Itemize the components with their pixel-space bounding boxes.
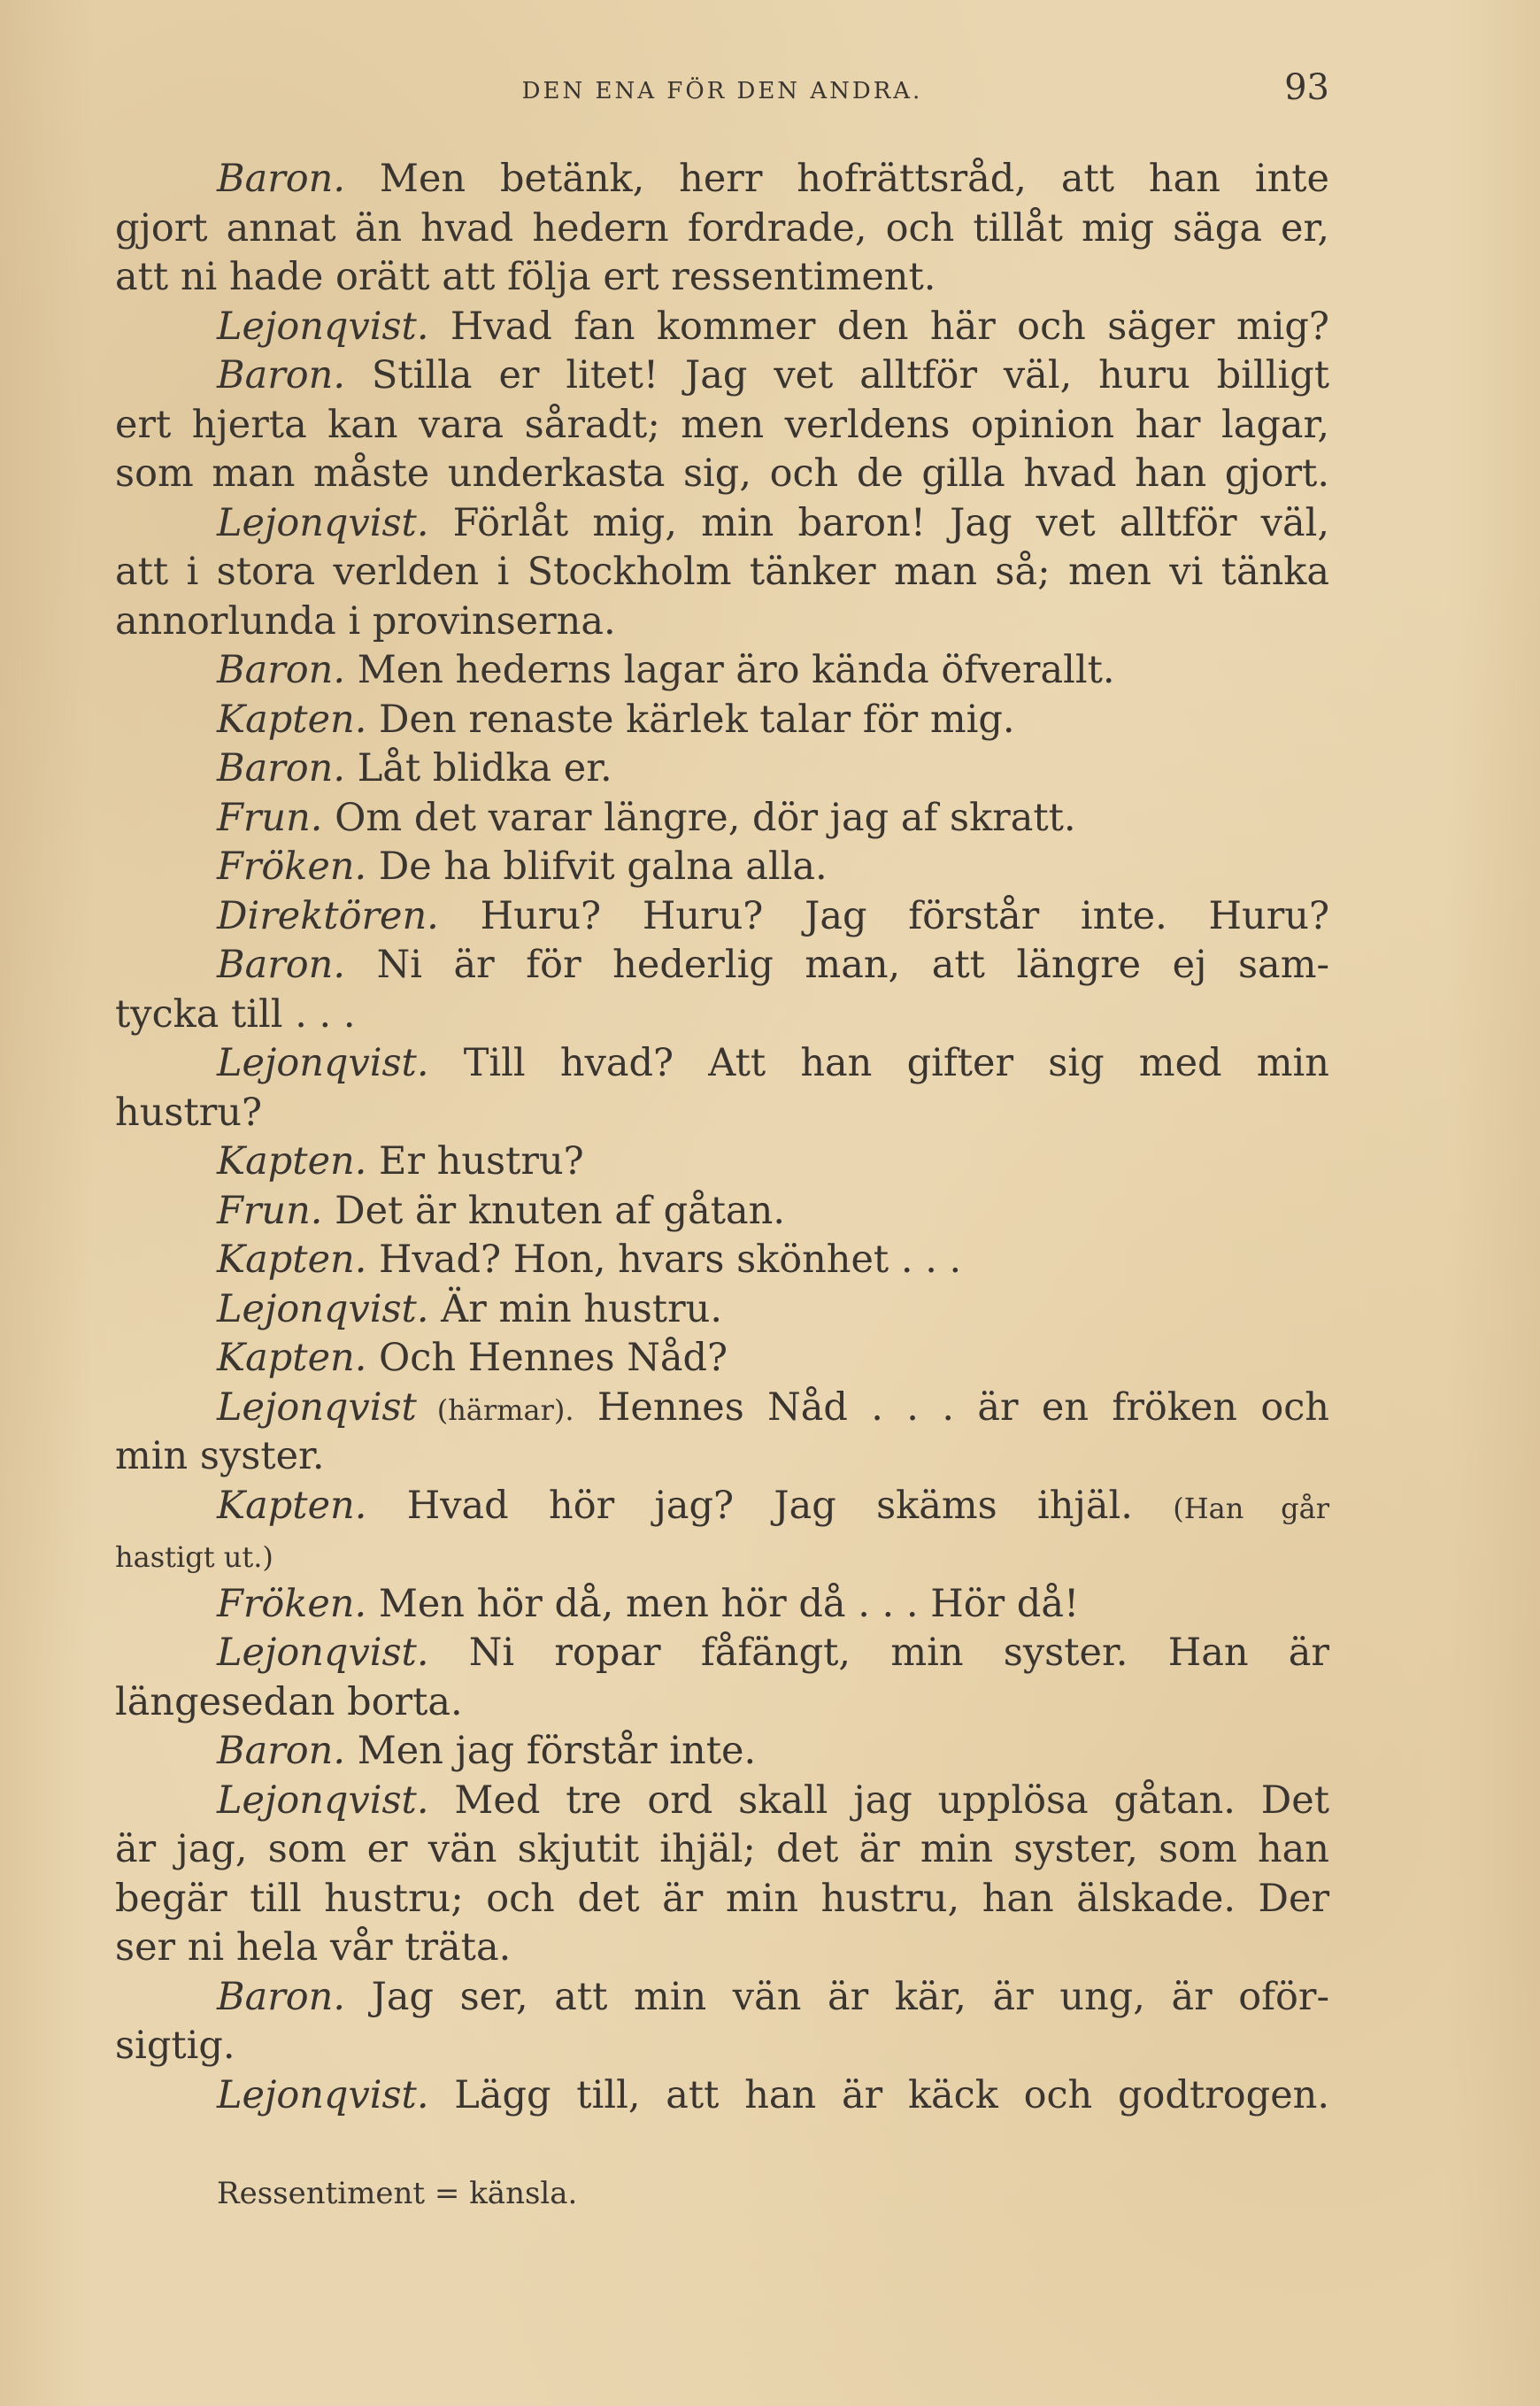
play-text <box>115 155 1329 2120</box>
text-line <box>115 1629 1329 1678</box>
speaker-name: Kapten. <box>217 1139 367 1184</box>
speaker-name: Lejonqvist. <box>217 500 429 545</box>
speaker-name: Lejonqvist. <box>217 1631 429 1675</box>
text-line <box>115 1285 1329 1335</box>
text-line <box>115 548 1329 598</box>
line-text: De ha blifvit galna alla. <box>366 844 828 889</box>
speaker-name: Kapten. <box>217 1238 367 1282</box>
line-text: som man måste underkasta sig, och de gilla hvad han gjort. <box>115 451 1329 496</box>
text-line <box>115 1777 1329 1826</box>
speaker-name: Baron. <box>217 746 346 790</box>
line-text: Om det varar längre, dör jag af skratt. <box>322 795 1076 840</box>
speaker-name: Baron. <box>217 157 346 201</box>
text-line <box>115 892 1329 942</box>
speaker-name: Lejonqvist <box>217 1384 417 1430</box>
line-text: Huru? Huru? Jag förstår inte. Huru? <box>438 893 1329 938</box>
text-line <box>115 351 1329 401</box>
text-line <box>115 1924 1329 1973</box>
line-text: Ni ropar fåfängt, min syster. Han är <box>428 1631 1329 1675</box>
speaker-name: Lejonqvist. <box>217 1041 429 1085</box>
line-text: Det är knuten af gåtan. <box>322 1188 786 1233</box>
line-text: Och Hennes Nåd? <box>366 1336 728 1380</box>
speaker-name: Lejonqvist. <box>217 1778 429 1823</box>
line-text: gjort annat än hvad hedern fordrade, och tillåt mig säga er, <box>115 205 1329 251</box>
speaker-name: Kapten. <box>217 1483 367 1528</box>
text-line <box>115 1678 1329 1728</box>
speaker-name: Baron. <box>217 353 346 397</box>
running-head <box>115 67 1329 115</box>
text-line <box>115 155 1329 204</box>
line-text: hustru? <box>115 1090 263 1135</box>
stage-direction: (Han går <box>1173 1491 1330 1525</box>
line-text: Men hör då, men hör då . . . Hör då! <box>366 1581 1080 1626</box>
line-text: sigtig. <box>115 2024 235 2068</box>
text-line <box>115 401 1329 451</box>
line-text: Hvad hör jag? Jag skäms ihjäl. <box>366 1483 1174 1528</box>
text-line <box>115 1334 1329 1384</box>
line-text: Till hvad? Att han gifter sig med min <box>428 1041 1329 1085</box>
speaker-name: Lejonqvist. <box>217 304 429 349</box>
text-line <box>115 253 1329 303</box>
text-line <box>115 450 1329 499</box>
speaker-name: Lejonqvist. <box>217 2072 429 2117</box>
text-line <box>115 941 1329 991</box>
line-text: Med tre ord skall jag upplösa gåtan. Det <box>428 1778 1329 1823</box>
text-line <box>115 1137 1329 1187</box>
text-line <box>115 1187 1329 1237</box>
text-line <box>115 2022 1329 2071</box>
stage-direction: hastigt ut.) <box>115 1540 273 1574</box>
text-line <box>115 991 1329 1040</box>
text-line <box>115 1531 1329 1580</box>
text-line <box>115 794 1329 844</box>
line-text: Lägg till, att han är käck och godtrogen. <box>428 2072 1329 2117</box>
speaker-name: Direktören. <box>217 893 439 938</box>
text-line <box>115 1580 1329 1630</box>
text-line <box>115 1089 1329 1138</box>
text-line <box>115 1973 1329 2023</box>
speaker-name: Baron. <box>217 648 346 692</box>
line-text: annorlunda i provinserna. <box>115 598 616 644</box>
line-text: Förlåt mig, min baron! Jag vet alltför väl, <box>428 500 1329 545</box>
stage-direction: (härmar). <box>416 1392 574 1427</box>
line-text: tycka till . . . <box>115 991 356 1037</box>
text-line <box>115 1236 1329 1285</box>
line-text: är jag, som er vän skjutit ihjäl; det är min syster, som han <box>115 1827 1329 1871</box>
footnote: Ressentiment = känsla. <box>217 2176 578 2211</box>
line-text: att ni hade orätt att följa ert ressentiment. <box>115 255 936 299</box>
text-line <box>115 1432 1329 1482</box>
line-text: att i stora verlden i Stockholm tänker man så; men vi tänka <box>115 550 1329 594</box>
line-text: Er hustru? <box>366 1139 584 1184</box>
line-text: Stilla er litet! Jag vet alltför väl, huru billigt <box>345 353 1329 397</box>
line-text: Låt blidka er. <box>345 746 612 790</box>
text-line <box>115 696 1329 745</box>
speaker-name: Baron. <box>217 943 346 987</box>
line-text: ert hjerta kan vara såradt; men verldens opinion har lagar, <box>115 402 1329 447</box>
line-text: Jag ser, att min vän är kär, är ung, är oför- <box>345 1974 1329 2019</box>
speaker-name: Frun. <box>217 1188 323 1233</box>
text-line <box>115 1482 1329 1531</box>
speaker-name: Kapten. <box>217 1336 367 1380</box>
text-line <box>115 598 1329 647</box>
text-line <box>115 1039 1329 1089</box>
text-line <box>115 1384 1329 1433</box>
line-text: Men jag förstår inte. <box>345 1729 757 1773</box>
text-line <box>115 646 1329 696</box>
line-text: Hvad fan kommer den här och säger mig? <box>428 304 1329 349</box>
line-text: Men hederns lagar äro kända öfverallt. <box>345 648 1115 692</box>
page-number: 93 <box>1284 67 1329 108</box>
speaker-name: Frun. <box>217 795 323 840</box>
speaker-name: Fröken. <box>217 1581 367 1626</box>
line-text: min syster. <box>115 1434 325 1478</box>
line-text: begär till hustru; och det är min hustru, han älskade. Der <box>115 1876 1329 1921</box>
text-line <box>115 1727 1329 1777</box>
text-line <box>115 1875 1329 1924</box>
running-title: DEN ENA FÖR DEN ANDRA. <box>521 78 923 104</box>
text-line <box>115 204 1329 254</box>
line-text: Hvad? Hon, hvars skönhet . . . <box>366 1238 962 1282</box>
text-line <box>115 843 1329 892</box>
line-text: Hennes Nåd . . . är en fröken och <box>574 1384 1330 1430</box>
text-line <box>115 2071 1329 2121</box>
text-line <box>115 303 1329 352</box>
line-text: Den renaste kärlek talar för mig. <box>366 697 1015 742</box>
line-text: Ni är för hederlig man, att längre ej sam- <box>345 943 1329 987</box>
line-text: ser ni hela vår träta. <box>115 1925 512 1970</box>
line-text: Är min hustru. <box>428 1286 723 1331</box>
speaker-name: Baron. <box>217 1974 346 2019</box>
speaker-name: Baron. <box>217 1729 346 1773</box>
text-line <box>115 744 1329 794</box>
line-text: längesedan borta. <box>115 1679 463 1724</box>
line-text: Men betänk, herr hofrättsråd, att han inte <box>345 157 1329 201</box>
speaker-name: Lejonqvist. <box>217 1286 429 1331</box>
text-line <box>115 499 1329 549</box>
speaker-name: Kapten. <box>217 697 367 742</box>
text-line <box>115 1825 1329 1875</box>
speaker-name: Fröken. <box>217 844 367 889</box>
